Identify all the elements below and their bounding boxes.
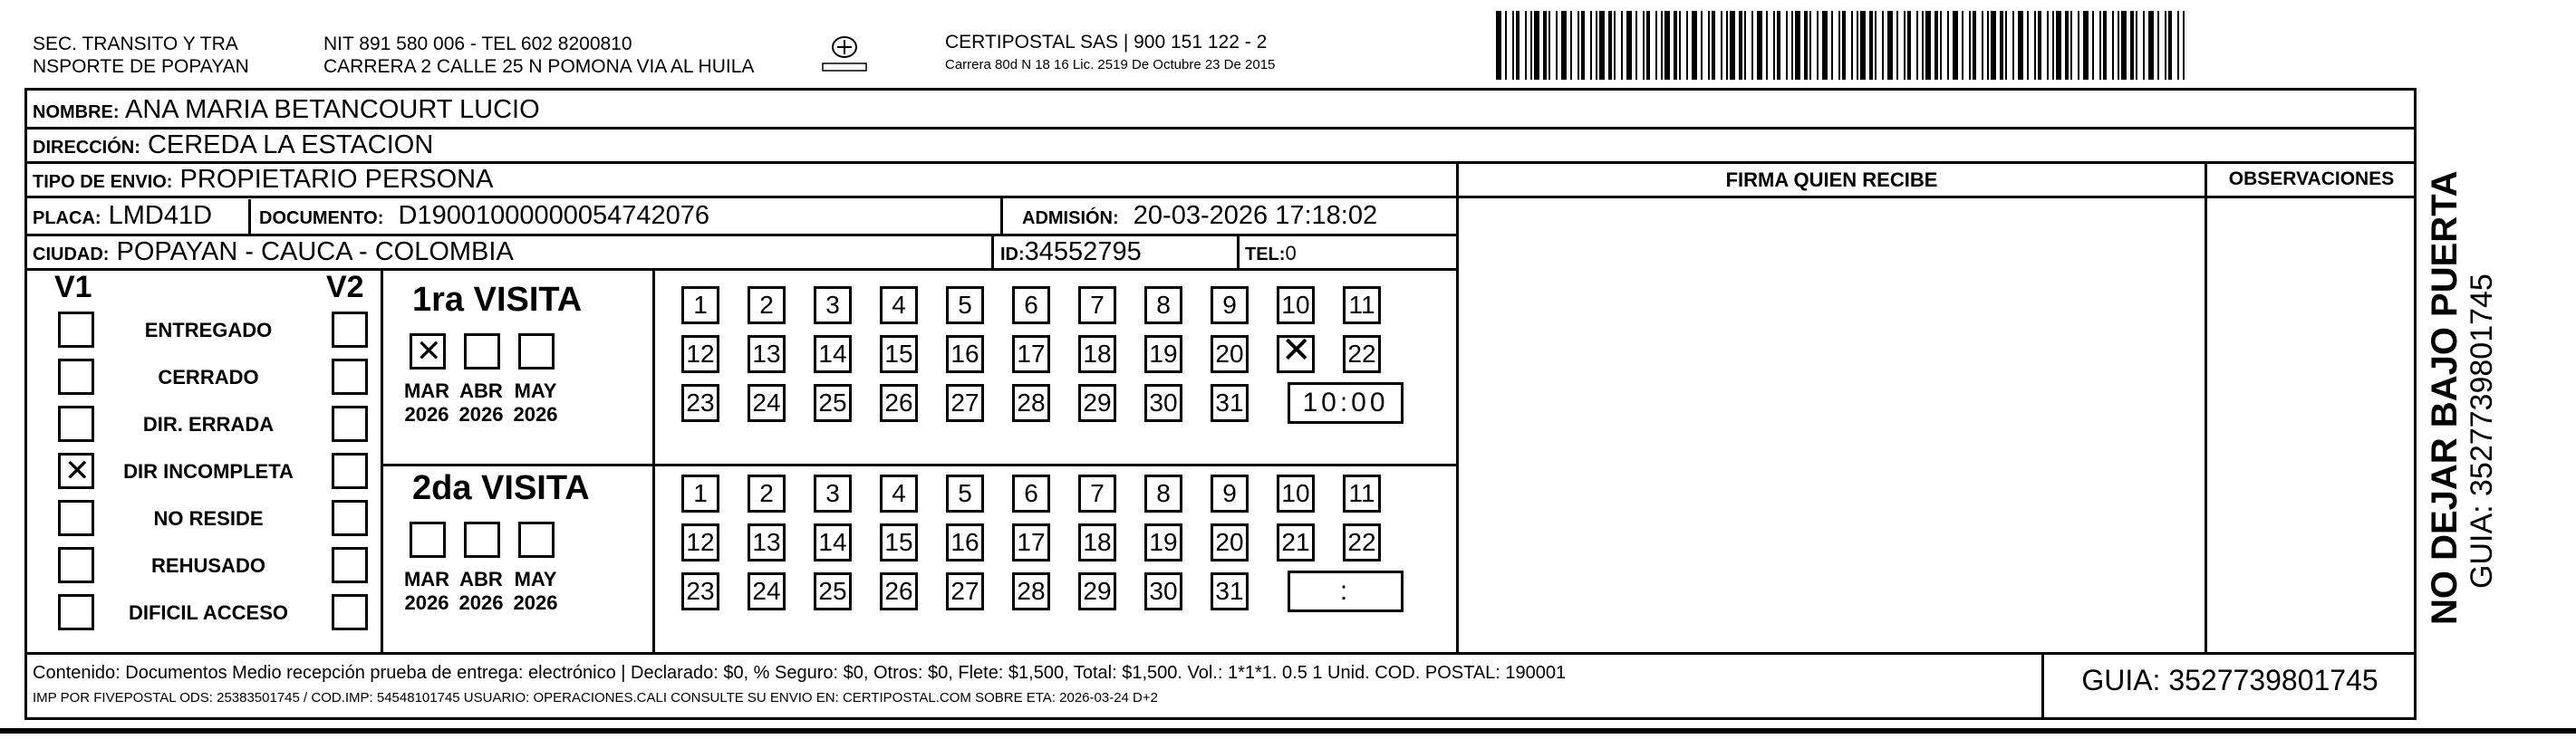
divider (991, 234, 994, 268)
sender-line-2: NSPORTE DE POPAYAN (33, 56, 249, 77)
day-box[interactable]: 18 (1078, 335, 1116, 373)
day-box[interactable]: 16 (946, 523, 984, 561)
v1-label: V1 (54, 270, 92, 304)
month-label: MAY (514, 379, 557, 402)
imp-line: IMP POR FIVEPOSTAL ODS: 25383501745 / COD.IMP: 54548101745 USUARIO: OPERACIONES.CALI CONSULTE SU ENVIO EN: CERTIPOSTAL.COM SOBRE ETA: 2026-03-24 D+2 (33, 690, 1158, 705)
day-box[interactable]: 2 (748, 286, 786, 324)
day-box[interactable] (1277, 335, 1315, 373)
day-box[interactable]: 21 (1277, 523, 1315, 561)
admission-value: 20-03-2026 17:18:02 (1133, 201, 1378, 230)
day-box[interactable]: 7 (1078, 286, 1116, 324)
sender-line-1: SEC. TRANSITO Y TRA (33, 34, 238, 54)
day-box[interactable]: 16 (946, 335, 984, 373)
name-label: NOMBRE: (33, 102, 120, 122)
day-box[interactable]: 27 (946, 384, 984, 422)
observations-header: OBSERVACIONES (2228, 168, 2395, 189)
day-box[interactable]: 24 (748, 572, 786, 610)
day-box[interactable]: 7 (1078, 475, 1116, 513)
year-label: 2026 (458, 403, 504, 426)
day-box[interactable]: 15 (880, 335, 918, 373)
city-value: POPAYAN - CAUCA - COLOMBIA (116, 237, 514, 266)
type-field (33, 164, 493, 197)
day-box[interactable]: 22 (1343, 335, 1381, 373)
visit2-title: 2da VISITA (412, 469, 590, 507)
year-label: 2026 (404, 403, 449, 426)
divider (1456, 196, 2417, 198)
day-box[interactable]: 6 (1012, 286, 1050, 324)
v2-checkbox[interactable] (332, 406, 368, 442)
month-label: MAR (403, 568, 450, 590)
address-field (33, 130, 433, 163)
type-label: TIPO DE ENVIO: (33, 172, 173, 192)
v1-checkbox[interactable] (58, 312, 94, 348)
month-checkbox[interactable] (518, 522, 555, 558)
footer-guia: GUIA: 3527739801745 (2081, 664, 2378, 696)
content-line: Contenido: Documentos Medio recepción prueba de entrega: electrónico | Declarado: $0, % Seguro: $0, Otros: $0, Flete: $1,500, Total: $1,500. Vol.: 1*1*1. 0.5 1 Unid. COD. POSTAL: 190001 (33, 663, 1567, 683)
day-box[interactable]: 17 (1012, 335, 1050, 373)
year-label: 2026 (513, 591, 558, 614)
v2-checkbox[interactable] (332, 500, 368, 536)
reason-label: NO RESIDE (153, 507, 264, 530)
day-box[interactable]: 3 (814, 475, 852, 513)
reason-label: DIFICIL ACCESO (128, 601, 288, 624)
day-box[interactable]: 18 (1078, 523, 1116, 561)
day-box[interactable]: 24 (748, 384, 786, 422)
day-box[interactable]: 9 (1211, 475, 1249, 513)
document-value: D19001000000054742076 (398, 201, 710, 230)
divider (248, 199, 251, 234)
month-label: ABR (459, 568, 503, 590)
reason-label: REHUSADO (151, 554, 265, 577)
month-checkbox[interactable] (464, 522, 500, 558)
day-box[interactable]: 29 (1078, 384, 1116, 422)
month-label: MAR (403, 379, 450, 402)
day-box[interactable]: 10 (1277, 475, 1315, 513)
barcode-bar (2183, 11, 2185, 80)
day-box[interactable]: 15 (880, 523, 918, 561)
day-box[interactable]: 28 (1012, 384, 1050, 422)
day-box[interactable]: 3 (814, 286, 852, 324)
month-label: MAY (514, 568, 557, 590)
tel-label: TEL: (1245, 245, 1286, 264)
address-value: CEREDA LA ESTACION (147, 130, 434, 159)
day-box[interactable]: 10 (1277, 286, 1315, 324)
visit1-title: 1ra VISITA (412, 281, 583, 319)
day-box[interactable]: 6 (1012, 475, 1050, 513)
type-value: PROPIETARIO PERSONA (179, 165, 494, 194)
reason-label: DIR INCOMPLETA (123, 460, 294, 483)
day-box[interactable]: 4 (880, 286, 918, 324)
day-box[interactable]: 11 (1343, 475, 1381, 513)
month-checkbox[interactable] (518, 333, 555, 370)
month-label: ABR (459, 379, 503, 402)
id-value: 34552795 (1024, 237, 1142, 266)
day-box[interactable]: 8 (1144, 475, 1182, 513)
city-label: CIUDAD: (33, 245, 110, 264)
v1-checkbox[interactable] (58, 453, 94, 489)
divider (1237, 234, 1240, 268)
day-box[interactable]: 19 (1144, 523, 1182, 561)
v2-checkbox[interactable] (332, 359, 368, 395)
day-box[interactable]: 13 (748, 335, 786, 373)
time-box[interactable]: : (1288, 571, 1404, 612)
month-checkbox[interactable] (410, 333, 446, 370)
do-not-leave-under-door: NO DEJAR BAJO PUERTA (2425, 170, 2465, 625)
v1-checkbox[interactable] (58, 547, 94, 583)
day-box[interactable]: 11 (1343, 286, 1381, 324)
side-guia: GUIA: 3527739801745 (2465, 274, 2499, 589)
day-box[interactable]: 8 (1144, 286, 1182, 324)
day-box[interactable]: 22 (1343, 523, 1381, 561)
company-line: CERTIPOSTAL SAS | 900 151 122 - 2 (945, 32, 1268, 53)
certipostal-logo (821, 34, 868, 76)
day-box[interactable]: 5 (946, 286, 984, 324)
plate-label: PLACA: (33, 208, 101, 228)
day-box[interactable]: 19 (1144, 335, 1182, 373)
day-box[interactable]: 25 (814, 572, 852, 610)
v2-checkbox[interactable] (332, 312, 368, 348)
admission-field (1022, 200, 1377, 234)
day-box[interactable]: 1 (681, 286, 719, 324)
month-checkbox[interactable] (410, 522, 446, 558)
name-field (33, 94, 540, 128)
day-box[interactable]: 12 (681, 523, 719, 561)
year-label: 2026 (404, 591, 449, 614)
day-box[interactable]: 20 (1211, 335, 1249, 373)
day-box[interactable]: 4 (880, 475, 918, 513)
name-value: ANA MARIA BETANCOURT LUCIO (125, 95, 540, 124)
document-field (259, 200, 709, 234)
day-box[interactable]: 25 (814, 384, 852, 422)
v2-checkbox[interactable] (332, 453, 368, 489)
reason-label: DIR. ERRADA (142, 413, 275, 436)
v2-checkbox[interactable] (332, 547, 368, 583)
plate-value: LMD41D (108, 201, 213, 230)
day-box[interactable]: 28 (1012, 572, 1050, 610)
time-box[interactable]: 10:00 (1288, 382, 1404, 424)
divider (1000, 196, 1003, 234)
day-box[interactable]: 5 (946, 475, 984, 513)
day-box[interactable]: 17 (1012, 523, 1050, 561)
month-checkbox[interactable] (464, 333, 500, 370)
page-bottom-edge (0, 728, 2576, 734)
day-box[interactable]: 14 (814, 335, 852, 373)
day-box[interactable]: 23 (681, 384, 719, 422)
day-box[interactable]: 26 (880, 572, 918, 610)
divider (1456, 161, 1459, 652)
tel-field (1245, 238, 1297, 270)
reason-label: ENTREGADO (144, 319, 273, 341)
v1-checkbox[interactable] (58, 594, 94, 630)
v1-checkbox[interactable] (58, 406, 94, 442)
day-box[interactable]: 20 (1211, 523, 1249, 561)
day-box[interactable]: 23 (681, 572, 719, 610)
day-box[interactable]: 1 (681, 475, 719, 513)
day-box[interactable]: 14 (814, 523, 852, 561)
divider (381, 268, 383, 652)
nit-line: NIT 891 580 006 - TEL 602 8200810 (323, 34, 632, 54)
day-box[interactable]: 13 (748, 523, 786, 561)
year-label: 2026 (513, 403, 558, 426)
day-box[interactable]: 31 (1211, 572, 1249, 610)
id-field (1000, 236, 1142, 270)
day-box[interactable]: 30 (1144, 572, 1182, 610)
year-label: 2026 (458, 591, 504, 614)
city-field (33, 236, 514, 270)
day-box[interactable]: 2 (748, 475, 786, 513)
plate-field (33, 200, 212, 234)
day-box[interactable]: 26 (880, 384, 918, 422)
v1-checkbox[interactable] (58, 359, 94, 395)
license-line: Carrera 80d N 18 16 Lic. 2519 De Octubre 23 De 2015 (945, 57, 1276, 72)
address-label: DIRECCIÓN: (33, 138, 140, 158)
divider (2205, 161, 2207, 652)
sender-address-line: CARRERA 2 CALLE 25 N POMONA VIA AL HUILA (323, 56, 755, 77)
divider (652, 268, 655, 652)
v1-checkbox[interactable] (58, 500, 94, 536)
tel-value: 0 (1285, 242, 1297, 264)
id-label: ID: (1000, 245, 1025, 264)
document-label: DOCUMENTO: (259, 208, 384, 228)
divider (24, 652, 2417, 655)
v2-label: V2 (326, 270, 364, 304)
day-box[interactable]: 30 (1144, 384, 1182, 422)
admission-label: ADMISIÓN: (1022, 208, 1119, 228)
signature-header: FIRMA QUIEN RECIBE (1725, 168, 1938, 191)
v2-checkbox[interactable] (332, 594, 368, 630)
day-box[interactable]: 12 (681, 335, 719, 373)
day-box[interactable]: 9 (1211, 286, 1249, 324)
reason-label: CERRADO (158, 366, 259, 389)
barcode (1496, 11, 2185, 80)
day-box[interactable]: 27 (946, 572, 984, 610)
day-box[interactable]: 31 (1211, 384, 1249, 422)
divider (381, 464, 1456, 466)
day-box[interactable]: 29 (1078, 572, 1116, 610)
